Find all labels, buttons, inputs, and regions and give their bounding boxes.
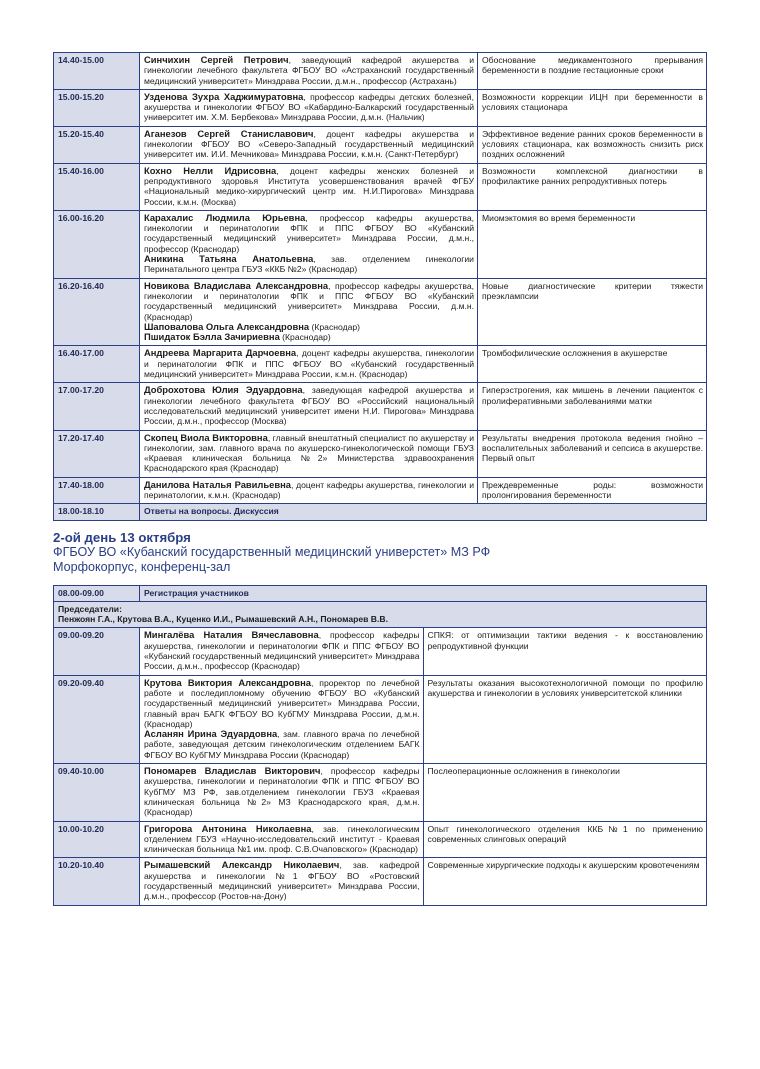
speaker-entry bbox=[144, 678, 420, 729]
talk-topic: Результаты внедрения протокола ведения гнойно – воспалительных заболеваний и сепсиса в акушерстве. Первый опыт bbox=[478, 430, 707, 477]
time-cell: 16.20-16.40 bbox=[54, 278, 140, 346]
speaker-entry bbox=[144, 348, 474, 379]
speaker-affiliation: , проректор по лечебной работе и последипломному обучению ФГБОУ ВО «Кубанский государственный медицинский университет» Минздрава России, главный врач БАГК ФГБОУ ВО КубГМУ Минздрава России, д.м.н. (Краснодар) bbox=[144, 677, 420, 729]
time-cell: 10.20-10.40 bbox=[54, 858, 140, 905]
time-cell: 16.40-17.00 bbox=[54, 346, 140, 383]
schedule-table-day1 bbox=[53, 52, 707, 521]
table-row bbox=[54, 346, 707, 383]
time-cell: 09.40-10.00 bbox=[54, 764, 140, 821]
speaker-cell bbox=[140, 430, 478, 477]
day2-venue: ФГБОУ ВО «Кубанский государственный медицинский универстет» МЗ РФ bbox=[53, 544, 491, 559]
talk-topic: Результаты оказания высокотехнологичной помощи по профилю акушерства и гинекологии в условиях университетской клиники bbox=[423, 675, 707, 763]
speaker-name: Доброхотова Юлия Эдуардовна bbox=[144, 384, 303, 396]
speaker-affiliation: , профессор кафедры детских болезней, акушерства и гинекологии ФГБОУ ВО «Кабардино-Балкарский государственный университет им. Х.М. Бербекова» Минздрава России, д.м.н. (Нальчик) bbox=[144, 91, 474, 123]
time-cell: 15.00-15.20 bbox=[54, 89, 140, 126]
speaker-cell bbox=[140, 278, 478, 346]
table-row bbox=[54, 675, 707, 763]
time-cell: 09.20-09.40 bbox=[54, 675, 140, 763]
talk-topic: Опыт гинекологического отделения ККБ№1 по применению современных слинговых операций bbox=[423, 821, 707, 858]
speaker-affiliation: , зав. кафедрой акушерства и гинекологии №1 ФГБОУ ВО «Ростовский государственный медицинский университет» Минздрава России, д.м.н., профессор (Ростов-на-Дону) bbox=[144, 860, 420, 902]
table-row bbox=[54, 477, 707, 504]
time-cell: 16.00-16.20 bbox=[54, 210, 140, 278]
program-page bbox=[53, 52, 707, 906]
speaker-entry bbox=[144, 166, 474, 207]
speaker-entry bbox=[144, 55, 474, 86]
time-cell: 15.20-15.40 bbox=[54, 126, 140, 163]
discussion-cell: Ответы на вопросы. Дискуссия bbox=[140, 504, 707, 520]
table-row bbox=[54, 210, 707, 278]
chairs-names: Пенжоян Г.А., Крутова В.А., Куценко И.И., Рымашевский А.Н., Пономарев В.В. bbox=[58, 614, 388, 625]
speaker-name: Кохно Нелли Идрисовна bbox=[144, 164, 277, 176]
speaker-name: Пшидаток Бэлла Зачириевна bbox=[144, 331, 280, 343]
speaker-affiliation: , главный внештатный специалист по акушерству и гинекологии, зам. главного врача по акушерско-гинекологической помощи ГБУЗ «Краевая клиническая больница №2» Министерства здравоохранения Краснодарского края (Краснодар) bbox=[144, 432, 474, 474]
table-row bbox=[54, 89, 707, 126]
day2-room: Морфокорпус, конференц-зал bbox=[53, 559, 231, 574]
speaker-entry bbox=[144, 92, 474, 123]
speaker-affiliation: , профессор кафедры акушерства, гинекологии и перинатологии ФПК и ППС ФГБОУ ВО КубГМУ МЗ РФ, зав.отделением гинекологии ГБУЗ «Краевая клиническая больница №2» МЗ Краснодарского края, д.м.н. (Краснодар) bbox=[144, 766, 420, 818]
day2-title: 2-ой день 13 октября bbox=[53, 529, 191, 545]
speaker-name: Асланян Ирина Эдуардовна bbox=[144, 728, 278, 740]
speaker-cell bbox=[140, 821, 424, 858]
speaker-affiliation: , профессор кафедры акушерства, гинекологии и перинатологии ФПК и ППС ФГБОУ ВО «Кубанский государственный медицинский университет» Минздрава России, д.м.н., профессор (Краснодар) bbox=[144, 630, 420, 672]
time-cell: 17.00-17.20 bbox=[54, 383, 140, 430]
speaker-affiliation: , доцент кафедры акушерства и гинекологии ФГБОУ ВО «Северо-Западный государственный медицинский университет им. И.И. Мечникова» Минздрава России, к.м.н. (Санкт-Петербург) bbox=[144, 128, 474, 160]
time-cell: 08.00-09.00 bbox=[54, 585, 140, 601]
speaker-entry bbox=[144, 766, 420, 817]
talk-topic: Эффективное ведение ранних сроков беременности в условиях стационара, как возможность снизить риск поздних осложнений bbox=[478, 126, 707, 163]
speaker-cell bbox=[140, 383, 478, 430]
table-row bbox=[54, 504, 707, 520]
speaker-entry bbox=[144, 213, 474, 254]
speaker-entry bbox=[144, 281, 474, 322]
registration-row bbox=[54, 585, 707, 601]
speaker-name: Новикова Владислава Александровна bbox=[144, 279, 329, 291]
speaker-cell bbox=[140, 89, 478, 126]
speaker-name: Мингалёва Наталия Вячеславовна bbox=[144, 629, 319, 641]
speaker-entry bbox=[144, 332, 474, 342]
speaker-name: Григорова Антонина Николаевна bbox=[144, 822, 312, 834]
table-row bbox=[54, 764, 707, 821]
table-row bbox=[54, 821, 707, 858]
speaker-affiliation: , зам. главного врача по лечебной работе, заведующая детским гинекологическим отделением БАГК ФГБОУ ВО КубГМУ Минздрава России (Краснодар) bbox=[144, 729, 420, 760]
speaker-name: Аникина Татьяна Анатольевна bbox=[144, 253, 314, 265]
speaker-affiliation: , зав. гинекологическим отделением ГБУЗ «Научно-исследовательский институт - Краевая клиническая больница №1 им. проф. С.В.Очаповского» (Краснодар) bbox=[144, 823, 420, 855]
speaker-entry bbox=[144, 254, 474, 275]
speaker-entry bbox=[144, 433, 474, 474]
table-row bbox=[54, 163, 707, 210]
speaker-affiliation: (Краснодар) bbox=[279, 332, 331, 343]
speaker-entry bbox=[144, 480, 474, 501]
table-row bbox=[54, 430, 707, 477]
speaker-name: Пономарев Владислав Викторович bbox=[144, 765, 321, 777]
talk-topic: Послеоперационные осложнения в гинекологии bbox=[423, 764, 707, 821]
time-cell: 09.00-09.20 bbox=[54, 628, 140, 675]
speaker-name: Узденова Зухра Хаджимуратовна bbox=[144, 90, 304, 102]
time-cell: 17.20-17.40 bbox=[54, 430, 140, 477]
speaker-entry bbox=[144, 860, 420, 901]
speaker-name: Крутова Виктория Александровна bbox=[144, 676, 311, 688]
table-row bbox=[54, 126, 707, 163]
speaker-affiliation: , профессор кафедры акушерства, гинекологии и перинатологии ФПК и ППС ФГБОУ ВО «Кубанский государственный медицинский университет» Минздрава России, д.м.н. (Краснодар) bbox=[144, 280, 474, 322]
table-row bbox=[54, 383, 707, 430]
speaker-cell bbox=[140, 126, 478, 163]
speaker-name: Карахалис Людмила Юрьевна bbox=[144, 211, 306, 223]
chairs-row bbox=[54, 601, 707, 628]
speaker-name: Шаповалова Ольга Александровна bbox=[144, 320, 310, 332]
table-row bbox=[54, 628, 707, 675]
speaker-affiliation: , зав. отделением гинекологии Перинатального центра ГБУЗ «ККБ №2» (Краснодар) bbox=[144, 254, 474, 275]
chairs-label: Председатели: bbox=[58, 603, 122, 614]
speaker-affiliation: , заведующий кафедрой акушерства и гинекологии лечебного факультета ФГБОУ ВО «Астраханский государственный медицинский университет» Минздрава России, д.м.н., профессор (Астрахань) bbox=[144, 55, 475, 86]
speaker-affiliation: (Краснодар) bbox=[309, 321, 361, 332]
speaker-name: Рымашевский Александр Николаевич bbox=[144, 859, 340, 871]
speaker-entry bbox=[144, 385, 474, 426]
speaker-cell bbox=[140, 210, 478, 278]
speaker-cell bbox=[140, 858, 424, 905]
time-cell: 18.00-18.10 bbox=[54, 504, 140, 520]
talk-topic: СПКЯ: от оптимизации тактики ведения - к восстановлению репродуктивной функции bbox=[423, 628, 707, 675]
speaker-cell bbox=[140, 628, 424, 675]
talk-topic: Преждевременные роды: возможности пролонгирования беременности bbox=[478, 477, 707, 504]
talk-topic: Возможности комплексной диагностики в профилактике ранних репродуктивных потерь bbox=[478, 163, 707, 210]
time-cell: 10.00-10.20 bbox=[54, 821, 140, 858]
talk-topic: Обоснование медикаментозного прерывания беременности в поздние гестационные сроки bbox=[478, 53, 707, 90]
speaker-affiliation: , заведующая кафедрой акушерства и гинекологии лечебного факультета ФГБОУ ВО «Российский национальный исследовательский медицинский университет имени Н.И. Пирогова» Минздрава России, д.м.н., профессор (Москва) bbox=[144, 385, 474, 427]
talk-topic: Новые диагностические критерии тяжести преэклампсии bbox=[478, 278, 707, 346]
chairs-cell bbox=[54, 601, 707, 628]
talk-topic: Миомэктомия во время беременности bbox=[478, 210, 707, 278]
speaker-cell bbox=[140, 53, 478, 90]
speaker-affiliation: , доцент кафедры акушерства, гинекологии и перинатологии ФПК и ППС ФГБОУ ВО «Кубанский государственный медицинский университет» Минздрава России, к.м.н. (Краснодар) bbox=[144, 348, 474, 380]
talk-topic: Гиперэстрогения, как мишень в лечении пациенток с пролиферативными заболеваниями матки bbox=[478, 383, 707, 430]
day2-header bbox=[53, 530, 707, 575]
speaker-entry bbox=[144, 729, 420, 760]
schedule-table-day2 bbox=[53, 585, 707, 906]
speaker-cell bbox=[140, 764, 424, 821]
table-row bbox=[54, 53, 707, 90]
speaker-name: Синчихин Сергей Петрович bbox=[144, 54, 289, 65]
speaker-name: Данилова Наталья Равильевна bbox=[144, 478, 292, 490]
time-cell: 17.40-18.00 bbox=[54, 477, 140, 504]
speaker-entry bbox=[144, 129, 474, 160]
speaker-cell bbox=[140, 675, 424, 763]
speaker-name: Скопец Виола Викторовна bbox=[144, 431, 268, 443]
speaker-affiliation: , доцент кафедры женских болезней и репродуктивного здоровья Института усовершенствования врачей ФГБУ «Национальный медико-хирургический центр им. Н.И.Пирогова» Минздрава России, к.м.н. (Москва) bbox=[144, 165, 474, 207]
time-cell: 15.40-16.00 bbox=[54, 163, 140, 210]
time-cell: 14.40-15.00 bbox=[54, 53, 140, 90]
registration-label: Регистрация участников bbox=[140, 585, 707, 601]
speaker-entry bbox=[144, 824, 420, 855]
table-row bbox=[54, 858, 707, 905]
speaker-name: Андреева Маргарита Дарчоевна bbox=[144, 347, 297, 359]
speaker-affiliation: , профессор кафедры акушерства, гинекологии и перинатологии ФПК и ППС ФГБОУ ВО «Кубанский государственный медицинский университет» Минздрава России, д.м.н., профессор (Краснодар) bbox=[144, 212, 474, 254]
speaker-cell bbox=[140, 346, 478, 383]
speaker-name: Аганезов Сергей Станиславович bbox=[144, 127, 314, 139]
talk-topic: Возможности коррекции ИЦН при беременности в условиях стационара bbox=[478, 89, 707, 126]
speaker-cell bbox=[140, 477, 478, 504]
speaker-affiliation: , доцент кафедры акушерства, гинекологии и перинатологии, к.м.н. (Краснодар) bbox=[144, 479, 474, 500]
table-row bbox=[54, 278, 707, 346]
speaker-entry bbox=[144, 630, 420, 671]
talk-topic: Современные хирургические подходы к акушерским кровотечениям bbox=[423, 858, 707, 905]
speaker-cell bbox=[140, 163, 478, 210]
talk-topic: Тромбофилические осложнения в акушерстве bbox=[478, 346, 707, 383]
